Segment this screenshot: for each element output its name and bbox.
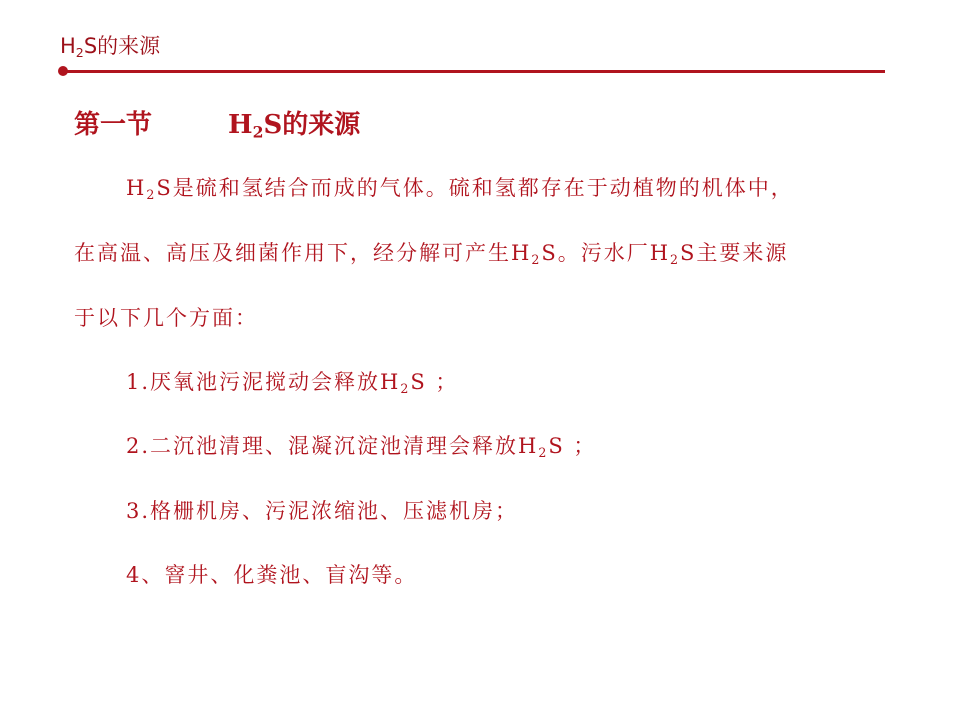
section-number: 第一节 xyxy=(74,110,153,140)
intro-line2-sub2: 2 xyxy=(670,251,681,267)
intro-line-2 xyxy=(74,237,874,267)
list-item-2 xyxy=(74,430,926,460)
list-item-1 xyxy=(74,366,926,396)
section-title-subscript: 2 xyxy=(252,122,264,142)
item1-sub: 2 xyxy=(400,380,411,396)
intro-line1-sub: 2 xyxy=(146,186,157,202)
section-title-suffix: S的来源 xyxy=(263,110,361,140)
intro-line1-rest: S是硫和氢结合而成的气体。硫和氢都存在于动植物的机体中， xyxy=(156,176,794,200)
header-divider xyxy=(62,70,885,73)
item1-tail: S ； xyxy=(410,370,459,394)
list-item-3: 3.格栅机房、污泥浓缩池、压滤机房； xyxy=(126,499,519,523)
list-item-4: 4、窨井、化粪池、盲沟等。 xyxy=(126,563,418,587)
item2-sub: 2 xyxy=(538,444,549,460)
intro-line1-h: H xyxy=(126,176,147,200)
header-divider-dot xyxy=(58,66,68,76)
item2-tail: S ； xyxy=(548,434,597,458)
item1-text: 1.厌氧池污泥搅动会释放H xyxy=(126,370,401,394)
section-title-prefix: H xyxy=(228,110,253,140)
item2-text: 2.二沉池清理、混凝沉淀池清理会释放H xyxy=(126,434,539,458)
slide-header-title xyxy=(60,30,160,60)
header-title-prefix: H xyxy=(60,34,76,58)
intro-line2-a: 在高温、高压及细菌作用下，经分解可产生H xyxy=(74,241,532,265)
header-title-suffix: S的来源 xyxy=(83,34,161,58)
intro-line-1 xyxy=(74,172,926,202)
header-title-subscript: 2 xyxy=(75,44,84,60)
intro-line2-sub1: 2 xyxy=(531,251,542,267)
intro-line2-c: S主要来源 xyxy=(680,241,789,265)
section-heading xyxy=(74,104,360,141)
intro-line-3: 于以下几个方面： xyxy=(74,306,258,330)
intro-line2-b: S。污水厂H xyxy=(541,241,671,265)
